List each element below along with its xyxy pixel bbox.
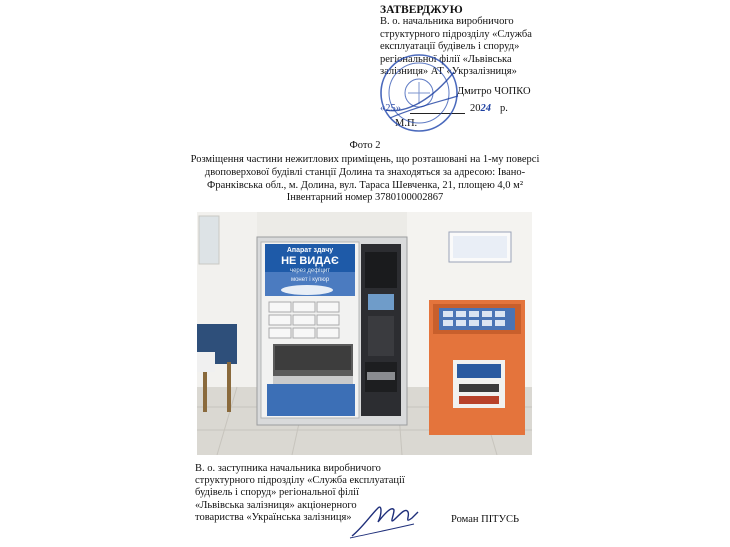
- approval-date-year-prefix: 20: [470, 103, 481, 115]
- approval-signatory: Дмитро ЧОПКО: [457, 86, 531, 98]
- approval-date-day: «25»: [380, 103, 401, 115]
- caption-line-4: Інвентарний номер 3780100002867: [286, 192, 444, 204]
- vending-banner-sub2: монет і купюр: [290, 277, 330, 283]
- approval-line-1: В. о. начальника виробничого: [380, 16, 514, 28]
- seal-label: М.П.: [395, 118, 418, 130]
- handwritten-signature-icon: [348, 498, 420, 542]
- room-photo: [197, 212, 532, 455]
- approval-date-year-hand: 24: [480, 103, 491, 115]
- vending-banner-top: Апарат здачу: [286, 247, 334, 254]
- footer-line-1: В. о. заступника начальника виробничого: [195, 463, 381, 474]
- photo-caption: [190, 154, 540, 205]
- approval-line-4: регіональної філії «Львівська: [380, 53, 512, 65]
- caption-line-2: двоповерхової будівлі станції Долина та знаходяться за адресою: Івано-: [204, 166, 526, 178]
- approval-line-5: залізниця» АТ «Укрзалізниця»: [380, 66, 517, 78]
- footer-line-3: будівель і споруд» регіональної філії: [195, 487, 359, 499]
- approval-line-3: експлуатації будівель і споруд»: [380, 41, 520, 53]
- vending-banner-sub1: через дефіцит: [289, 268, 331, 274]
- official-stamp-icon: [378, 52, 460, 134]
- approval-date-year: [470, 103, 491, 115]
- vending-banner: [265, 244, 355, 285]
- room-photo-illustration: [197, 212, 532, 455]
- caption-line-1: Розміщення частини нежитлових приміщень, що розташовані на 1-му поверсі: [190, 154, 540, 165]
- approval-date-suffix: р.: [500, 103, 508, 115]
- approval-title: ЗАТВЕРДЖУЮ: [380, 4, 463, 16]
- footer-signatory: Роман ПІТУСЬ: [451, 514, 520, 525]
- approval-line-2: структурного підрозділу «Служба: [380, 28, 532, 40]
- footer-line-4: «Львівська залізниця» акціонерного: [195, 499, 357, 511]
- footer-line-5: товариства «Українська залізниця»: [195, 511, 352, 523]
- caption-line-3: Франківська обл., м. Долина, вул. Тараса Шевченка, 21, площею 4,0 м²: [207, 179, 523, 191]
- vending-banner-main: НЕ ВИДАЄ: [281, 255, 339, 267]
- footer-line-2: структурного підрозділу «Служба експлуатації: [195, 475, 405, 487]
- photo-label: Фото 2: [349, 140, 381, 151]
